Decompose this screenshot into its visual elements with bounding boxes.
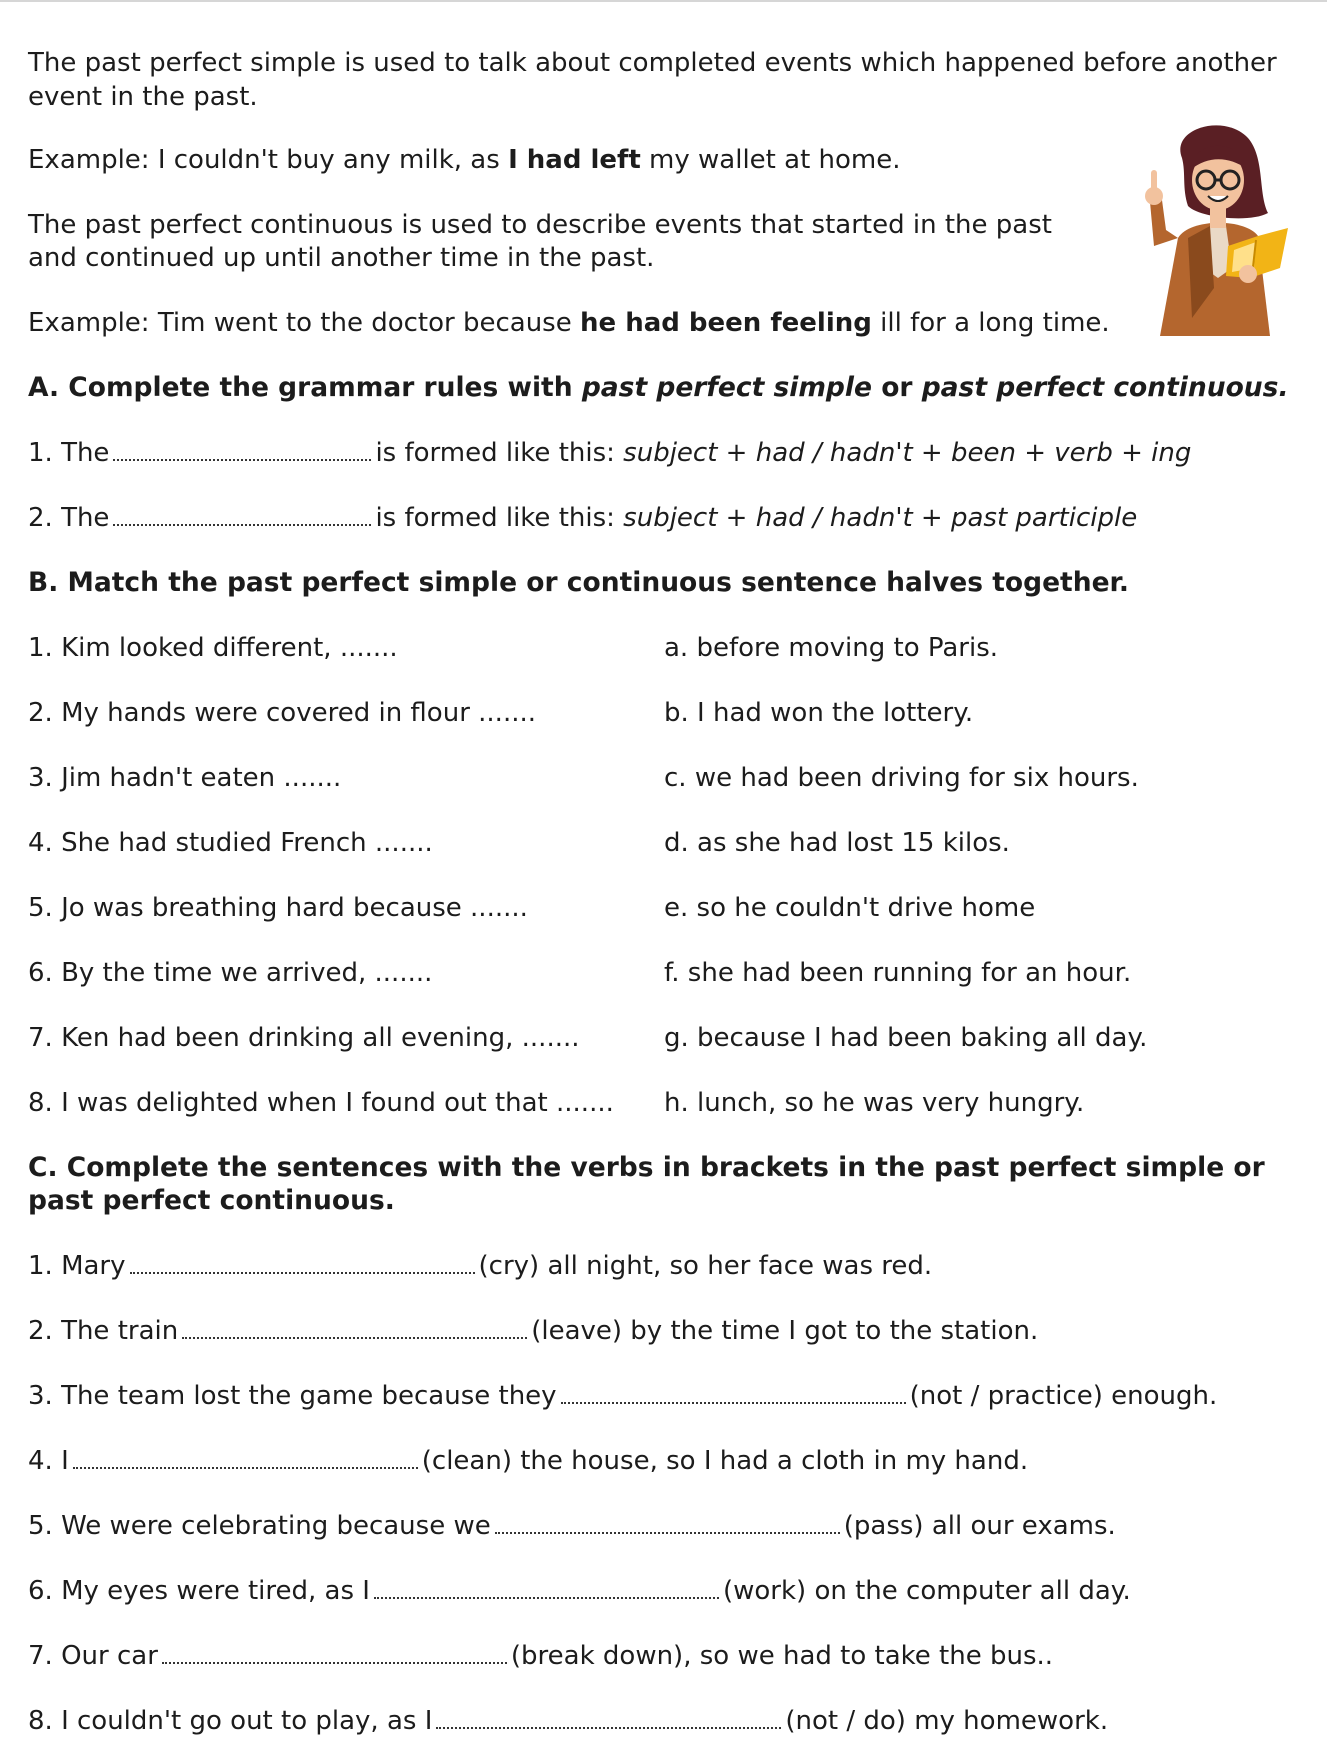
fill-item-7 xyxy=(28,1639,1053,1673)
match-left-2 xyxy=(28,696,536,730)
match-blank[interactable]: ....... xyxy=(470,893,528,923)
fill-item-4 xyxy=(28,1444,1028,1478)
fill-item-post: (not / do) my homework. xyxy=(785,1706,1109,1736)
match-left-text: 5. Jo was breathing hard because xyxy=(28,893,462,923)
fill-item-3 xyxy=(28,1379,1217,1413)
match-right-e: e. so he couldn't drive home xyxy=(664,893,1036,923)
example-2-suffix: ill for a long time. xyxy=(871,308,1110,338)
match-blank[interactable]: ....... xyxy=(521,1023,580,1053)
section-c-heading-line-1: C. Complete the sentences with the verbs in brackets in the past perfect simple or xyxy=(28,1152,1265,1183)
match-left-7 xyxy=(28,1021,580,1055)
item-text: is formed like this: xyxy=(375,438,624,468)
match-left-text: 1. Kim looked different, xyxy=(28,633,332,663)
match-left-5 xyxy=(28,891,528,925)
match-right-f: f. she had been running for an hour. xyxy=(664,958,1132,988)
answer-blank[interactable] xyxy=(182,1331,527,1339)
fill-item-post: (work) on the computer all day. xyxy=(722,1576,1131,1606)
match-left-text: 7. Ken had been drinking all evening, xyxy=(28,1023,514,1053)
answer-blank[interactable] xyxy=(162,1656,507,1664)
section-a-term-2: past perfect continuous. xyxy=(921,372,1289,403)
answer-blank[interactable] xyxy=(436,1721,781,1729)
formula: subject + had / hadn't + been + verb + ing xyxy=(623,438,1192,468)
section-c-heading-line-2: past perfect continuous. xyxy=(28,1185,395,1216)
example-1-suffix: my wallet at home. xyxy=(640,145,901,175)
section-a-heading-mid: or xyxy=(871,372,922,403)
match-right-d: d. as she had lost 15 kilos. xyxy=(664,828,1010,858)
fill-item-post: (clean) the house, so I had a cloth in my hand. xyxy=(421,1446,1029,1476)
match-blank[interactable]: ....... xyxy=(374,828,433,858)
example-2 xyxy=(28,306,1110,340)
answer-blank[interactable] xyxy=(374,1591,719,1599)
example-2-bold: he had been feeling xyxy=(580,308,872,338)
top-border xyxy=(0,0,1327,2)
fill-item-pre: 8. I couldn't go out to play, as I xyxy=(28,1706,433,1736)
item-text: is formed like this: xyxy=(375,503,624,533)
fill-item-8 xyxy=(28,1704,1108,1738)
continuous-line-2: and continued up until another time in the past. xyxy=(28,243,655,273)
fill-item-pre: 6. My eyes were tired, as I xyxy=(28,1576,370,1606)
match-left-text: 4. She had studied French xyxy=(28,828,367,858)
intro-line-2: event in the past. xyxy=(28,82,258,112)
match-blank[interactable]: ....... xyxy=(339,633,398,663)
match-right-a: a. before moving to Paris. xyxy=(664,633,999,663)
section-a-heading-prefix: A. Complete the grammar rules with xyxy=(28,372,582,403)
fill-item-pre: 4. I xyxy=(28,1446,69,1476)
match-left-3 xyxy=(28,761,341,795)
section-b-heading: B. Match the past perfect simple or continuous sentence halves together. xyxy=(28,567,1129,598)
match-blank[interactable]: ....... xyxy=(374,958,433,988)
section-a-heading xyxy=(28,371,1289,405)
match-right-c: c. we had been driving for six hours. xyxy=(664,763,1139,793)
fill-item-5 xyxy=(28,1509,1116,1543)
match-blank[interactable]: ....... xyxy=(478,698,537,728)
section-a-item-1 xyxy=(28,436,1191,470)
example-1 xyxy=(28,143,901,177)
intro-line-1: The past perfect simple is used to talk about completed events which happened before another xyxy=(28,48,1277,78)
match-left-text: 3. Jim hadn't eaten xyxy=(28,763,276,793)
match-left-8 xyxy=(28,1086,614,1120)
fill-item-pre: 1. Mary xyxy=(28,1251,126,1281)
match-left-1 xyxy=(28,631,398,665)
match-left-text: 6. By the time we arrived, xyxy=(28,958,367,988)
fill-item-pre: 2. The train xyxy=(28,1316,179,1346)
fill-item-post: (cry) all night, so her face was red. xyxy=(478,1251,933,1281)
item-number: 2. The xyxy=(28,503,110,533)
example-1-bold: I had left xyxy=(508,145,641,175)
answer-blank[interactable] xyxy=(495,1526,840,1534)
fill-item-2 xyxy=(28,1314,1038,1348)
fill-item-post: (not / practice) enough. xyxy=(909,1381,1218,1411)
match-right-g: g. because I had been baking all day. xyxy=(664,1023,1148,1053)
item-number: 1. The xyxy=(28,438,110,468)
fill-item-post: (pass) all our exams. xyxy=(843,1511,1116,1541)
fill-item-pre: 7. Our car xyxy=(28,1641,158,1671)
fill-item-pre: 5. We were celebrating because we xyxy=(28,1511,491,1541)
example-2-prefix: Example: Tim went to the doctor because xyxy=(28,308,580,338)
answer-blank[interactable] xyxy=(130,1266,475,1274)
match-blank[interactable]: ....... xyxy=(283,763,342,793)
match-right-h: h. lunch, so he was very hungry. xyxy=(664,1088,1085,1118)
match-left-text: 2. My hands were covered in flour xyxy=(28,698,470,728)
section-a-item-2 xyxy=(28,501,1137,535)
fill-item-6 xyxy=(28,1574,1131,1608)
answer-blank[interactable] xyxy=(561,1396,906,1404)
match-blank[interactable]: ....... xyxy=(556,1088,614,1118)
fill-item-pre: 3. The team lost the game because they xyxy=(28,1381,557,1411)
fill-item-1 xyxy=(28,1249,932,1283)
continuous-line-1: The past perfect continuous is used to describe events that started in the past xyxy=(28,210,1052,240)
match-left-text: 8. I was delighted when I found out that xyxy=(28,1088,548,1118)
answer-blank[interactable] xyxy=(113,453,371,461)
match-left-4 xyxy=(28,826,433,860)
example-1-prefix: Example: I couldn't buy any milk, as xyxy=(28,145,509,175)
fill-item-post: (leave) by the time I got to the station. xyxy=(531,1316,1039,1346)
teacher-illustration xyxy=(1130,118,1288,336)
section-a-term-1: past perfect simple xyxy=(581,372,872,403)
match-right-b: b. I had won the lottery. xyxy=(664,698,974,728)
match-left-6 xyxy=(28,956,432,990)
fill-item-post: (break down), so we had to take the bus.. xyxy=(510,1641,1054,1671)
formula: subject + had / hadn't + past participle xyxy=(623,503,1138,533)
answer-blank[interactable] xyxy=(113,518,371,526)
answer-blank[interactable] xyxy=(73,1461,418,1469)
